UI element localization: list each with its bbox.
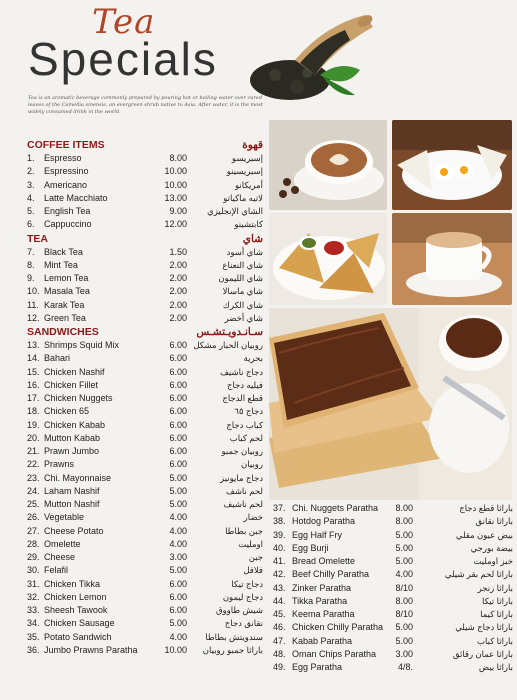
item-number: 43. [273,582,286,593]
item-name-arabic: الشاي الإنجليزي [207,206,263,216]
item-name-arabic: روبيان الحبار مشكل [193,340,263,350]
item-name-arabic: باراثا قطع دجاج [459,503,513,513]
item-number: 3. [27,179,35,190]
item-name: Chi. Nuggets Paratha [292,503,379,513]
item-price: 5.00 [169,618,187,629]
item-name: Chicken Nashif [44,366,105,377]
item-name-arabic: دجاج ليمون [222,591,263,602]
menu-item [27,458,263,471]
item-price: 6.00 [169,459,187,470]
item-number: 25. [27,499,40,509]
item-price: 6.00 [169,393,187,403]
item-price: 6.00 [169,419,187,430]
intro-text: Tea is an aromatic beverage commonly prepared by pouring hot or boiling water over cured leaves of the Camellia sinensis, an evergreen shrub native to Asia. After water, it is the most widely consumed drink in the world. [28,95,263,115]
item-name-arabic: لحم كباب [229,432,263,443]
section-title-tea: TEA [27,232,48,245]
photo-samosa [269,213,387,305]
item-name: Zinker Paratha [292,582,352,593]
item-name-arabic: باراثا كباب [477,635,513,646]
item-name-arabic: دجاج ٦٥ [234,406,263,417]
item-price: 5.00 [395,556,413,566]
item-number: 29. [27,552,40,562]
item-name-arabic: باراثا بيض [478,662,513,672]
item-name: Prawn Jumbo [44,446,100,456]
item-name-arabic: كباب دجاج [226,419,263,430]
menu-item [273,648,513,661]
item-name: Vegetable [44,512,85,523]
item-name-arabic: اومليت [238,538,263,549]
menu-item [27,152,263,165]
item-name: Mutton Nashif [44,499,100,509]
item-number: 31. [27,578,40,589]
item-name-arabic: لحم ناشف [226,485,263,496]
item-name: Karak Tea [44,299,85,310]
item-number: 35. [27,631,40,642]
item-price: 5.00 [169,499,187,509]
item-name: Shrimps Squid Mix [44,340,120,350]
item-number: 18. [27,406,40,417]
menu-item [273,635,513,648]
item-name-arabic: شاي أسود [226,246,263,257]
item-number: 26. [27,512,40,523]
item-name-arabic: روبيان جمبو [221,446,263,456]
menu-item [27,631,263,644]
item-number: 47. [273,635,286,646]
menu-item [27,591,263,604]
item-name: Bread Omelette [292,556,356,566]
item-number: 14. [27,353,40,364]
item-price: 8.00 [395,516,413,527]
item-name-arabic: بيض عيون مقلي [455,529,513,540]
item-price: 6.00 [169,340,187,350]
item-price: 4.00 [169,512,187,523]
item-number: 8. [27,259,35,270]
menu-right-column [273,502,513,674]
menu-item [27,604,263,617]
item-name: Lemon Tea [44,273,89,283]
menu-item [27,352,263,365]
item-name-arabic: روبيان [241,459,263,470]
menu-item [27,405,263,418]
item-number: 15. [27,366,40,377]
item-price: 8/10 [395,582,413,593]
menu-item [273,582,513,595]
item-number: 44. [273,595,286,606]
item-name-arabic: إسبريسو [231,153,263,163]
item-price: 6.00 [169,446,187,456]
item-name-arabic: شاي أخضر [224,312,263,323]
item-price: 3.00 [395,648,413,659]
item-price: 10.00 [164,166,187,177]
item-name: Bahari [44,353,71,364]
section-title-tea-ar: شاي [242,232,263,245]
item-price: 5.00 [395,622,413,633]
item-price: 10.00 [164,644,187,655]
item-name: Cappuccino [44,219,92,230]
item-price: 3.00 [169,552,187,562]
item-name-arabic: دجاج ناشيف [220,366,263,377]
item-name: Kabab Paratha [292,635,353,646]
menu-item [27,445,263,458]
menu-item [27,312,263,325]
item-price: 4.00 [169,525,187,536]
item-number: 42. [273,569,286,580]
item-price: 8.00 [395,503,413,513]
item-price: 2.00 [169,286,187,297]
item-name-arabic: فيليه دجاج [226,379,263,390]
menu-item [27,205,263,218]
item-name: Tikka Paratha [292,595,348,606]
item-name-arabic: باراثا دجاج شيلي [455,622,513,633]
item-price: 2.00 [169,299,187,310]
item-name: Cheese Potato [44,525,104,536]
item-price: 4.00 [169,538,187,549]
item-price: 5.00 [395,542,413,553]
item-name-arabic: دجاج تيكا [231,578,263,589]
item-price: 6.00 [169,591,187,602]
item-name: Chi. Mayonnaise [44,472,112,483]
item-name: Egg Half Fry [292,529,343,540]
item-number: 10. [27,286,40,297]
item-name-arabic: إسبريسينو [226,166,263,177]
item-name: Chicken Chilly Paratha [292,622,384,633]
item-number: 21. [27,446,40,456]
item-number: 5. [27,206,35,216]
item-price: 9.00 [169,206,187,216]
item-price: 2.00 [169,312,187,323]
item-name: Espresso [44,153,82,163]
item-name: Keema Paratha [292,609,355,619]
title-script: Tea [92,2,156,42]
item-price: 5.00 [169,472,187,483]
item-name: Chicken Kabab [44,419,106,430]
item-number: 41. [273,556,286,566]
item-number: 48. [273,648,286,659]
menu-item [27,578,263,591]
item-number: 49. [273,662,286,672]
section-title-sandwiches: SANDWICHES [27,326,99,338]
item-name: Masala Tea [44,286,90,297]
menu-item [273,555,513,568]
item-price: 4.00 [395,569,413,580]
item-name: Chicken Lemon [44,591,107,602]
menu-item [27,392,263,405]
item-name-arabic: شاي ماسالا [222,286,263,297]
item-number: 23. [27,472,40,483]
item-number: 34. [27,618,40,629]
menu-item [27,419,263,432]
item-number: 9. [27,273,35,283]
section-title-sandwiches-ar: سـانـدويـتشـس [196,326,263,338]
item-name: Oman Chips Paratha [292,648,377,659]
item-price: 5.00 [169,485,187,496]
item-name: Hotdog Paratha [292,516,356,527]
item-number: 46. [273,622,286,633]
menu-item [27,538,263,551]
item-price: 5.00 [169,565,187,576]
item-number: 13. [27,340,40,350]
item-price: 6.00 [169,578,187,589]
item-price: 8.00 [169,153,187,163]
item-number: 2. [27,166,35,177]
photo-fried-eggs [392,120,512,210]
item-name-arabic: كابتشينو [234,219,263,230]
item-name: Egg Burji [292,542,329,553]
item-number: 32. [27,591,40,602]
item-name-arabic: باراثا لحم بقر شيلي [444,569,513,580]
item-price: 4/8. [397,662,413,672]
menu-item [27,551,263,564]
page-title: Specials [28,33,218,85]
menu-item [27,259,263,272]
photo-nutella-toast [269,308,512,500]
item-name-arabic: فلافل [243,565,263,576]
item-name: Cheese [44,552,76,562]
item-name: Chicken Tikka [44,578,101,589]
menu-item [27,617,263,630]
menu-item [27,299,263,312]
item-price: 1.50 [169,246,187,257]
item-name: Felafil [44,565,69,576]
item-name-arabic: قطع الدجاج [222,393,263,403]
section-title-coffee: COFFEE ITEMS [27,139,105,151]
item-number: 16. [27,379,40,390]
item-number: 20. [27,432,40,443]
menu-item [27,285,263,298]
photo-karak-tea [392,213,512,305]
item-name: Egg Paratha [292,662,343,672]
item-price: 6.00 [169,366,187,377]
menu-item [27,246,263,259]
item-name: Chicken 65 [44,406,90,417]
item-price: 6.00 [169,605,187,615]
item-price: 12.00 [164,219,187,230]
item-number: 45. [273,609,286,619]
item-number: 19. [27,419,40,430]
item-name-arabic: أمريكانو [234,179,263,190]
item-name: Green Tea [44,312,86,323]
item-name: Americano [44,179,88,190]
menu-item [27,525,263,538]
item-price: 8/10 [395,609,413,619]
photo-latte-art [269,120,387,210]
item-number: 12. [27,312,40,323]
menu-item [27,366,263,379]
section-title-coffee-ar: قهوة [242,139,263,151]
item-name: Chicken Nuggets [44,393,113,403]
item-name-arabic: بيضة بورجي [470,542,513,553]
item-name: Chicken Fillet [44,379,99,390]
item-name-arabic: لحم ناشيف [223,499,263,509]
menu-item [273,661,513,674]
section-header-sandwiches [27,325,263,339]
item-number: 27. [27,525,40,536]
item-price: 10.00 [164,179,187,190]
item-name-arabic: بحرية [243,353,263,364]
item-name-arabic: شاي الليمون [218,273,263,283]
item-name-arabic: لاتيه ماكياتو [223,192,263,203]
item-name-arabic: خبز اومليت [473,556,513,566]
item-price: 6.00 [169,406,187,417]
item-name: Black Tea [44,246,83,257]
menu-item [27,485,263,498]
item-name-arabic: باراثا زنجر [477,582,513,593]
item-name-arabic: شاي الكرك [222,299,263,310]
section-header-coffee [27,138,263,152]
item-name: Beef Chilly Paratha [292,569,370,580]
item-price: 6.00 [169,379,187,390]
item-number: 7. [27,246,35,257]
item-name-arabic: شيش طاووق [215,605,263,615]
menu-item [27,379,263,392]
menu-item [273,595,513,608]
menu-item [27,511,263,524]
menu-left-column [27,138,263,657]
item-name: Jumbo Prawns Paratha [44,644,138,655]
menu-item [27,192,263,205]
item-name: Omelette [44,538,81,549]
item-name-arabic: سندويتش بطاطا [205,631,263,642]
item-name: Laham Nashif [44,485,100,496]
item-name-arabic: باراثا عمان رقائق [452,648,513,659]
item-price: 5.00 [395,529,413,540]
item-name: Latte Macchiato [44,192,108,203]
item-name: Mutton Kabab [44,432,101,443]
item-name: Mint Tea [44,259,78,270]
item-name-arabic: باراثا جمبو روبيان [202,644,263,655]
menu-item [273,529,513,542]
item-number: 24. [27,485,40,496]
item-price: 8.00 [395,595,413,606]
item-name: Potato Sandwich [44,631,112,642]
menu-item [27,272,263,285]
item-number: 6. [27,219,35,230]
item-name-arabic: شاي النعناع [222,259,263,270]
item-number: 36. [27,644,40,655]
item-price: 13.00 [164,192,187,203]
item-name-arabic: جبن [248,552,263,562]
menu-item [27,179,263,192]
section-header-tea [27,232,263,246]
menu-item [273,608,513,621]
item-name: Prawns [44,459,75,470]
item-number: 40. [273,542,286,553]
item-price: 2.00 [169,273,187,283]
item-number: 30. [27,565,40,576]
item-price: 6.00 [169,353,187,364]
item-number: 33. [27,605,40,615]
menu-item [273,568,513,581]
item-name: Espressino [44,166,89,177]
item-name: Sheesh Tawook [44,605,108,615]
menu-item [273,502,513,515]
item-name-arabic: باراثا كيما [480,609,513,619]
menu-item [27,564,263,577]
item-price: 6.00 [169,432,187,443]
tea-scoop-illustration [245,5,375,105]
item-name-arabic: جبن بطاطا [225,525,263,536]
item-number: 37. [273,503,286,513]
menu-item [273,621,513,634]
menu-item [27,432,263,445]
menu-item [27,165,263,178]
menu-item [27,339,263,352]
item-name-arabic: باراثا نقانق [475,516,513,527]
menu-item [27,498,263,511]
menu-item [27,644,263,657]
item-name: Chicken Sausage [44,618,115,629]
item-number: 22. [27,459,40,470]
item-number: 38. [273,516,286,527]
menu-item [273,515,513,528]
menu-item [273,542,513,555]
item-name-arabic: خضار [243,512,263,523]
item-name: English Tea [44,206,91,216]
item-name-arabic: نقانق دجاج [224,618,263,629]
item-number: 39. [273,529,286,540]
menu-item [27,472,263,485]
menu-item [27,218,263,231]
item-name-arabic: باراثا تيكا [482,595,513,606]
item-number: 4. [27,192,35,203]
item-number: 28. [27,538,40,549]
item-number: 17. [27,393,40,403]
item-number: 1. [27,153,35,163]
item-number: 11. [27,299,39,310]
item-price: 4.00 [169,631,187,642]
item-price: 2.00 [169,259,187,270]
item-price: 5.00 [395,635,413,646]
item-name-arabic: دجاج مايونيز [220,472,263,483]
